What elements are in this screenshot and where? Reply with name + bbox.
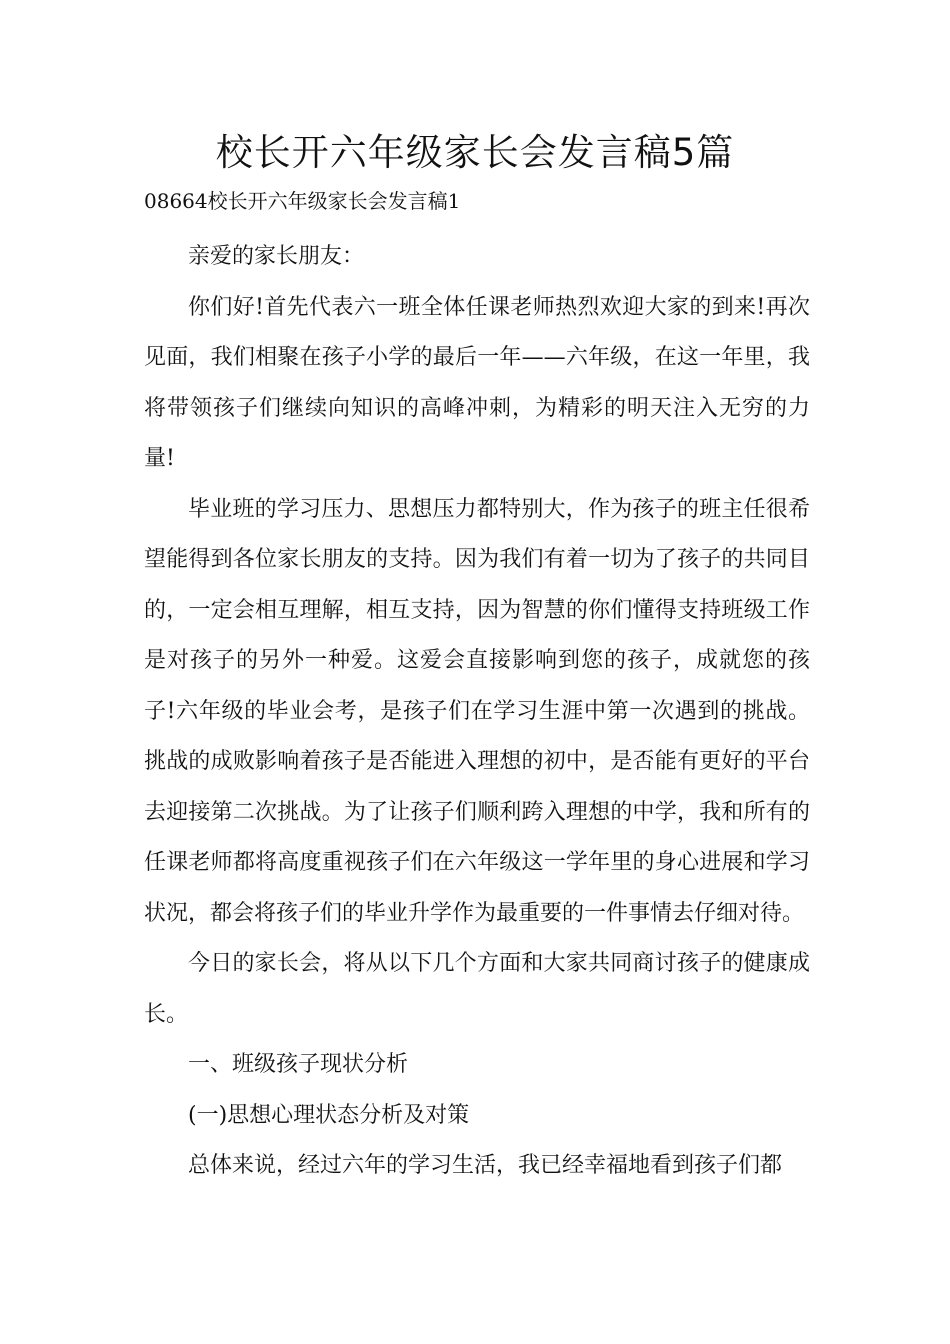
document-subtitle: 08664校长开六年级家长会发言稿1: [144, 189, 461, 213]
paragraph-graduation: 毕业班的学习压力、思想压力都特别大，作为孩子的班主任很希望能得到各位家长朋友的支持。因为我们有着一切为了孩子的共同目的，一定会相互理解，相互支持，因为智慧的你们懂得支持班级工作是对孩子的另外一种爱。这爱会直接影响到您的孩子，成就您的孩子!六年级的毕业会考，是孩子们在学习生涯中第一次遇到的挑战。挑战的成败影响着孩子是否能进入理想的初中，是否能有更好的平台去迎接第二次挑战。为了让孩子们顺利跨入理想的中学，我和所有的任课老师都将高度重视孩子们在六年级这一学年里的身心进展和学习状况，都会将孩子们的毕业升学作为最重要的一件事情去仔细对待。: [144, 496, 810, 926]
document-title: 校长开六年级家长会发言稿5篇: [215, 131, 735, 174]
paragraph-summary: 总体来说，经过六年的学习生活，我已经幸福地看到孩子们都: [188, 1153, 783, 1178]
paragraph-agenda: 今日的家长会，将从以下几个方面和大家共同商讨孩子的健康成长。: [144, 951, 810, 1027]
document-body: [144, 232, 810, 1192]
section-heading: 一、班级孩子现状分析: [188, 1052, 409, 1077]
subsection-heading: (一)思想心理状态分析及对策: [188, 1102, 470, 1128]
paragraph-greeting: 亲爱的家长朋友：: [188, 244, 365, 269]
paragraph-welcome: 你们好!首先代表六一班全体任课老师热烈欢迎大家的到来!再次见面，我们相聚在孩子小学的最后一年——六年级，在这一年里，我将带领孩子们继续向知识的高峰冲刺，为精彩的明天注入无穷的力量!: [144, 294, 810, 471]
